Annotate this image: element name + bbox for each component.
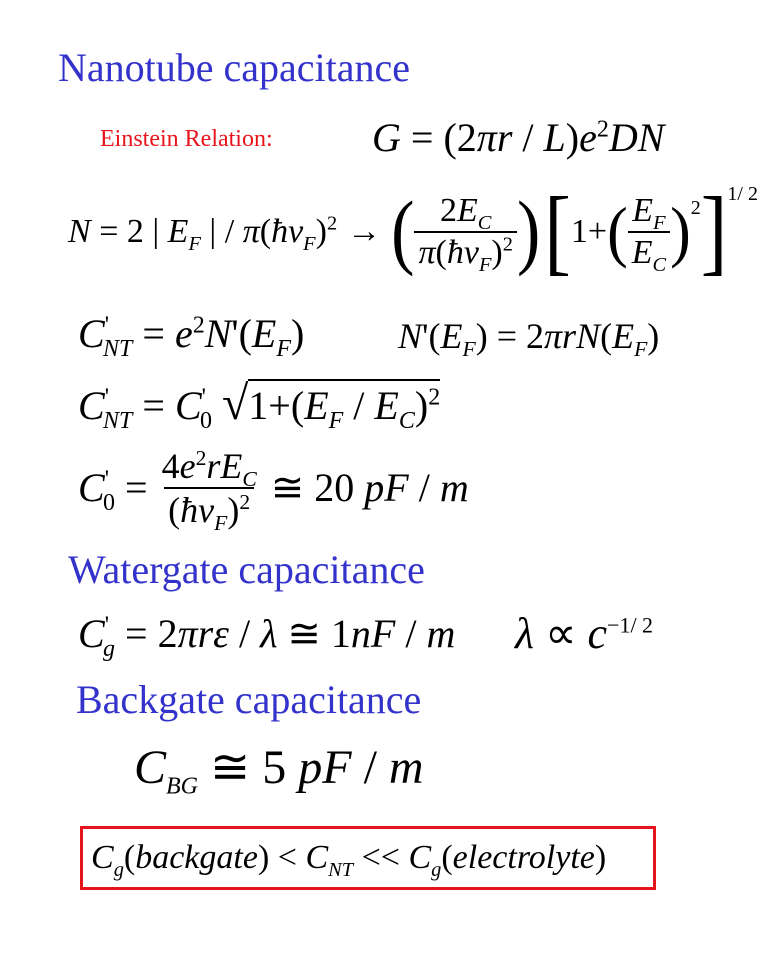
title-nanotube-capacitance: Nanotube capacitance	[58, 45, 411, 90]
equation-einstein-relation: $G = (2\pi r / L)e^2DN$	[372, 115, 665, 160]
title-backgate-capacitance: Backgate capacitance	[76, 677, 422, 722]
equation-cbg: $C_{BG}$ ≅ 5 pF / m	[134, 741, 424, 800]
equation-c-nt-definition: $C'_{NT} = e^2N'(E_F)$	[78, 311, 305, 362]
equation-c-nt-sqrt: $C'_{NT} = C'_0$ $√1+(E_F / E_C)^2$	[78, 377, 441, 434]
equation-n-prime: $N'(E_F) = 2\pi rN(E_F)$	[398, 316, 660, 362]
equation-c0: $C'_0$ = $\frac{4e^2rE_C}{(ħv_F)^2}$ ≅ 20 pF / m	[78, 446, 469, 536]
equation-cg: $C'_g = 2\pi r\varepsilon / \lambda$ ≅ 1nF / m	[78, 611, 456, 662]
einstein-relation-label: Einstein Relation:	[100, 126, 273, 152]
highlighted-inequality-box	[80, 826, 656, 890]
equation-lambda: $\lambda \propto c^{-1/ 2}$	[515, 609, 654, 658]
equation-density-of-states: N = 2 | $E_F$ | / $\pi(ħv_F)^2$ → ( $\frac{2E_C}{\pi(ħv_F)^2}$ ) [ 1+ ( $\frac{E_F}{E_C}$ ) 2 ] 1/ 2	[68, 179, 758, 285]
title-watergate-capacitance: Watergate capacitance	[68, 547, 425, 592]
equation-inequality: $C_g(backgate) < C_{NT}$ << $C_g(electrolyte)$	[91, 839, 607, 881]
